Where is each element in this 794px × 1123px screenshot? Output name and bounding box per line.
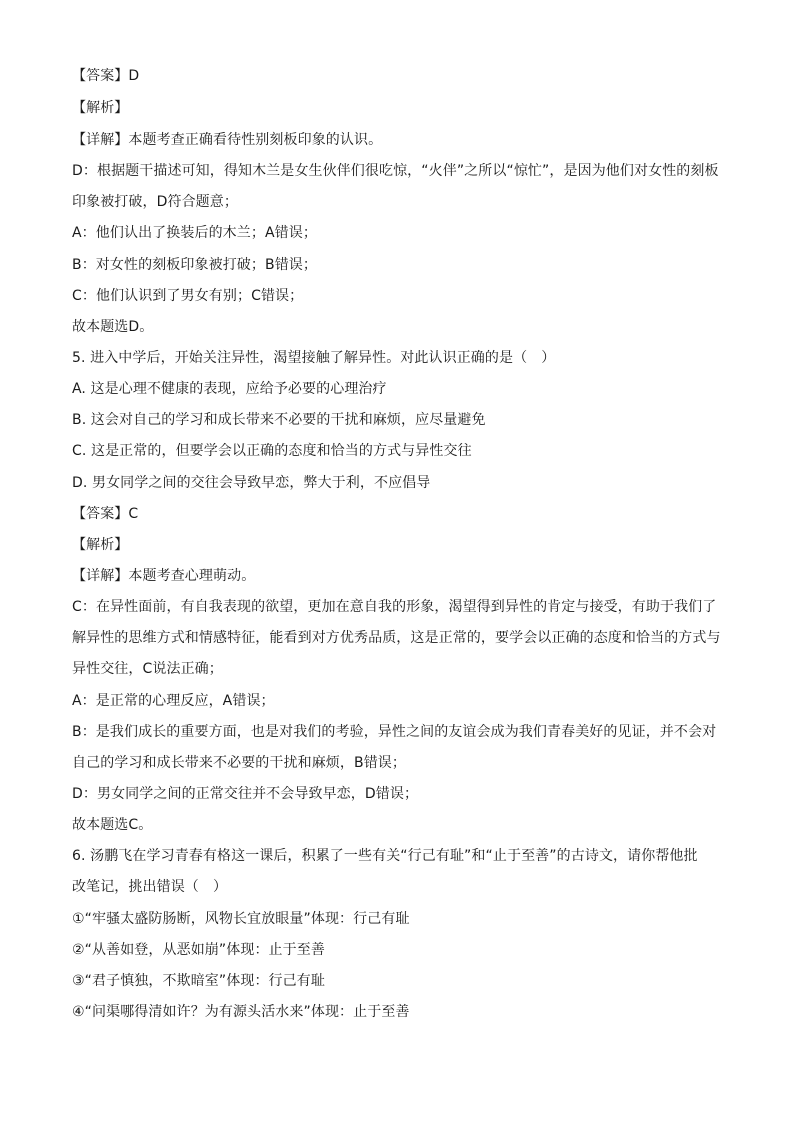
detail-paragraph-line: C：在异性面前，有自我表现的欲望，更加在意自我的形象，渴望得到异性的肯定与接受，有助于我们了 (72, 599, 717, 615)
question-5-option-d: D. 男女同学之间的交往会导致早恋，弊大于利，不应倡导 (72, 475, 431, 491)
conclusion-line: 故本题选D。 (72, 319, 154, 335)
detail-heading-q5: 【详解】本题考查心理萌动。 (72, 568, 256, 584)
question-5-stem: 5. 进入中学后，开始关注异性，渴望接触了解异性。对此认识正确的是（ ） (72, 350, 556, 366)
question-6-stem: 6. 汤鹏飞在学习青春有格这一课后，积累了一些有关“行己有耻”和“止于至善”的古诗文，请你帮他批 (72, 848, 698, 864)
answer-label-q4: 【答案】D (72, 68, 140, 84)
question-6-item-4: ④“问渠哪得清如许？为有源头活水来”体现：止于至善 (72, 1004, 410, 1020)
question-5-option-a: A. 这是心理不健康的表现，应给予必要的心理治疗 (72, 381, 387, 397)
analysis-label-q4: 【解析】 (72, 100, 129, 116)
conclusion-line: 故本题选C。 (72, 817, 153, 833)
detail-option-line: D：男女同学之间的正常交往并不会导致早恋，D错误； (72, 786, 419, 802)
analysis-label-q5: 【解析】 (72, 537, 129, 553)
detail-option-line: A：是正常的心理反应，A错误； (72, 693, 275, 709)
detail-paragraph-line: 印象被打破，D符合题意； (72, 194, 238, 210)
detail-option-line: 自己的学习和成长带来不必要的干扰和麻烦，B错误； (72, 755, 407, 771)
answer-label-q5: 【答案】C (72, 506, 139, 522)
detail-paragraph-line: 异性交往，C说法正确； (72, 661, 223, 677)
question-6-stem: 改笔记，挑出错误（ ） (72, 879, 228, 895)
detail-option-line: C：他们认识到了男女有别；C错误； (72, 288, 304, 304)
question-5-option-c: C. 这是正常的，但要学会以正确的态度和恰当的方式与异性交往 (72, 443, 472, 459)
detail-option-line: B：对女性的刻板印象被打破；B错误； (72, 257, 318, 273)
question-6-item-2: ②“从善如登，从恶如崩”体现：止于至善 (72, 942, 325, 958)
detail-heading-q4: 【详解】本题考查正确看待性别刻板印象的认识。 (72, 132, 383, 148)
detail-paragraph-line: D：根据题干描述可知，得知木兰是女生伙伴们很吃惊，“火伴”之所以“惊忙”，是因为他们对女性的刻板 (72, 163, 719, 179)
question-5-option-b: B. 这会对自己的学习和成长带来不必要的干扰和麻烦，应尽量避免 (72, 412, 486, 428)
question-6-item-1: ①“牢骚太盛防肠断，风物长宜放眼量”体现：行己有耻 (72, 911, 410, 927)
detail-option-line: A：他们认出了换装后的木兰；A错误； (72, 225, 317, 241)
question-6-item-3: ③“君子慎独，不欺暗室”体现：行己有耻 (72, 973, 325, 989)
detail-paragraph-line: 解异性的思维方式和情感特征，能看到对方优秀品质，这是正常的，要学会以正确的态度和恰当的方式与 (72, 630, 721, 646)
detail-option-line: B：是我们成长的重要方面，也是对我们的考验，异性之间的友谊会成为我们青春美好的见证，并不会对 (72, 724, 717, 740)
